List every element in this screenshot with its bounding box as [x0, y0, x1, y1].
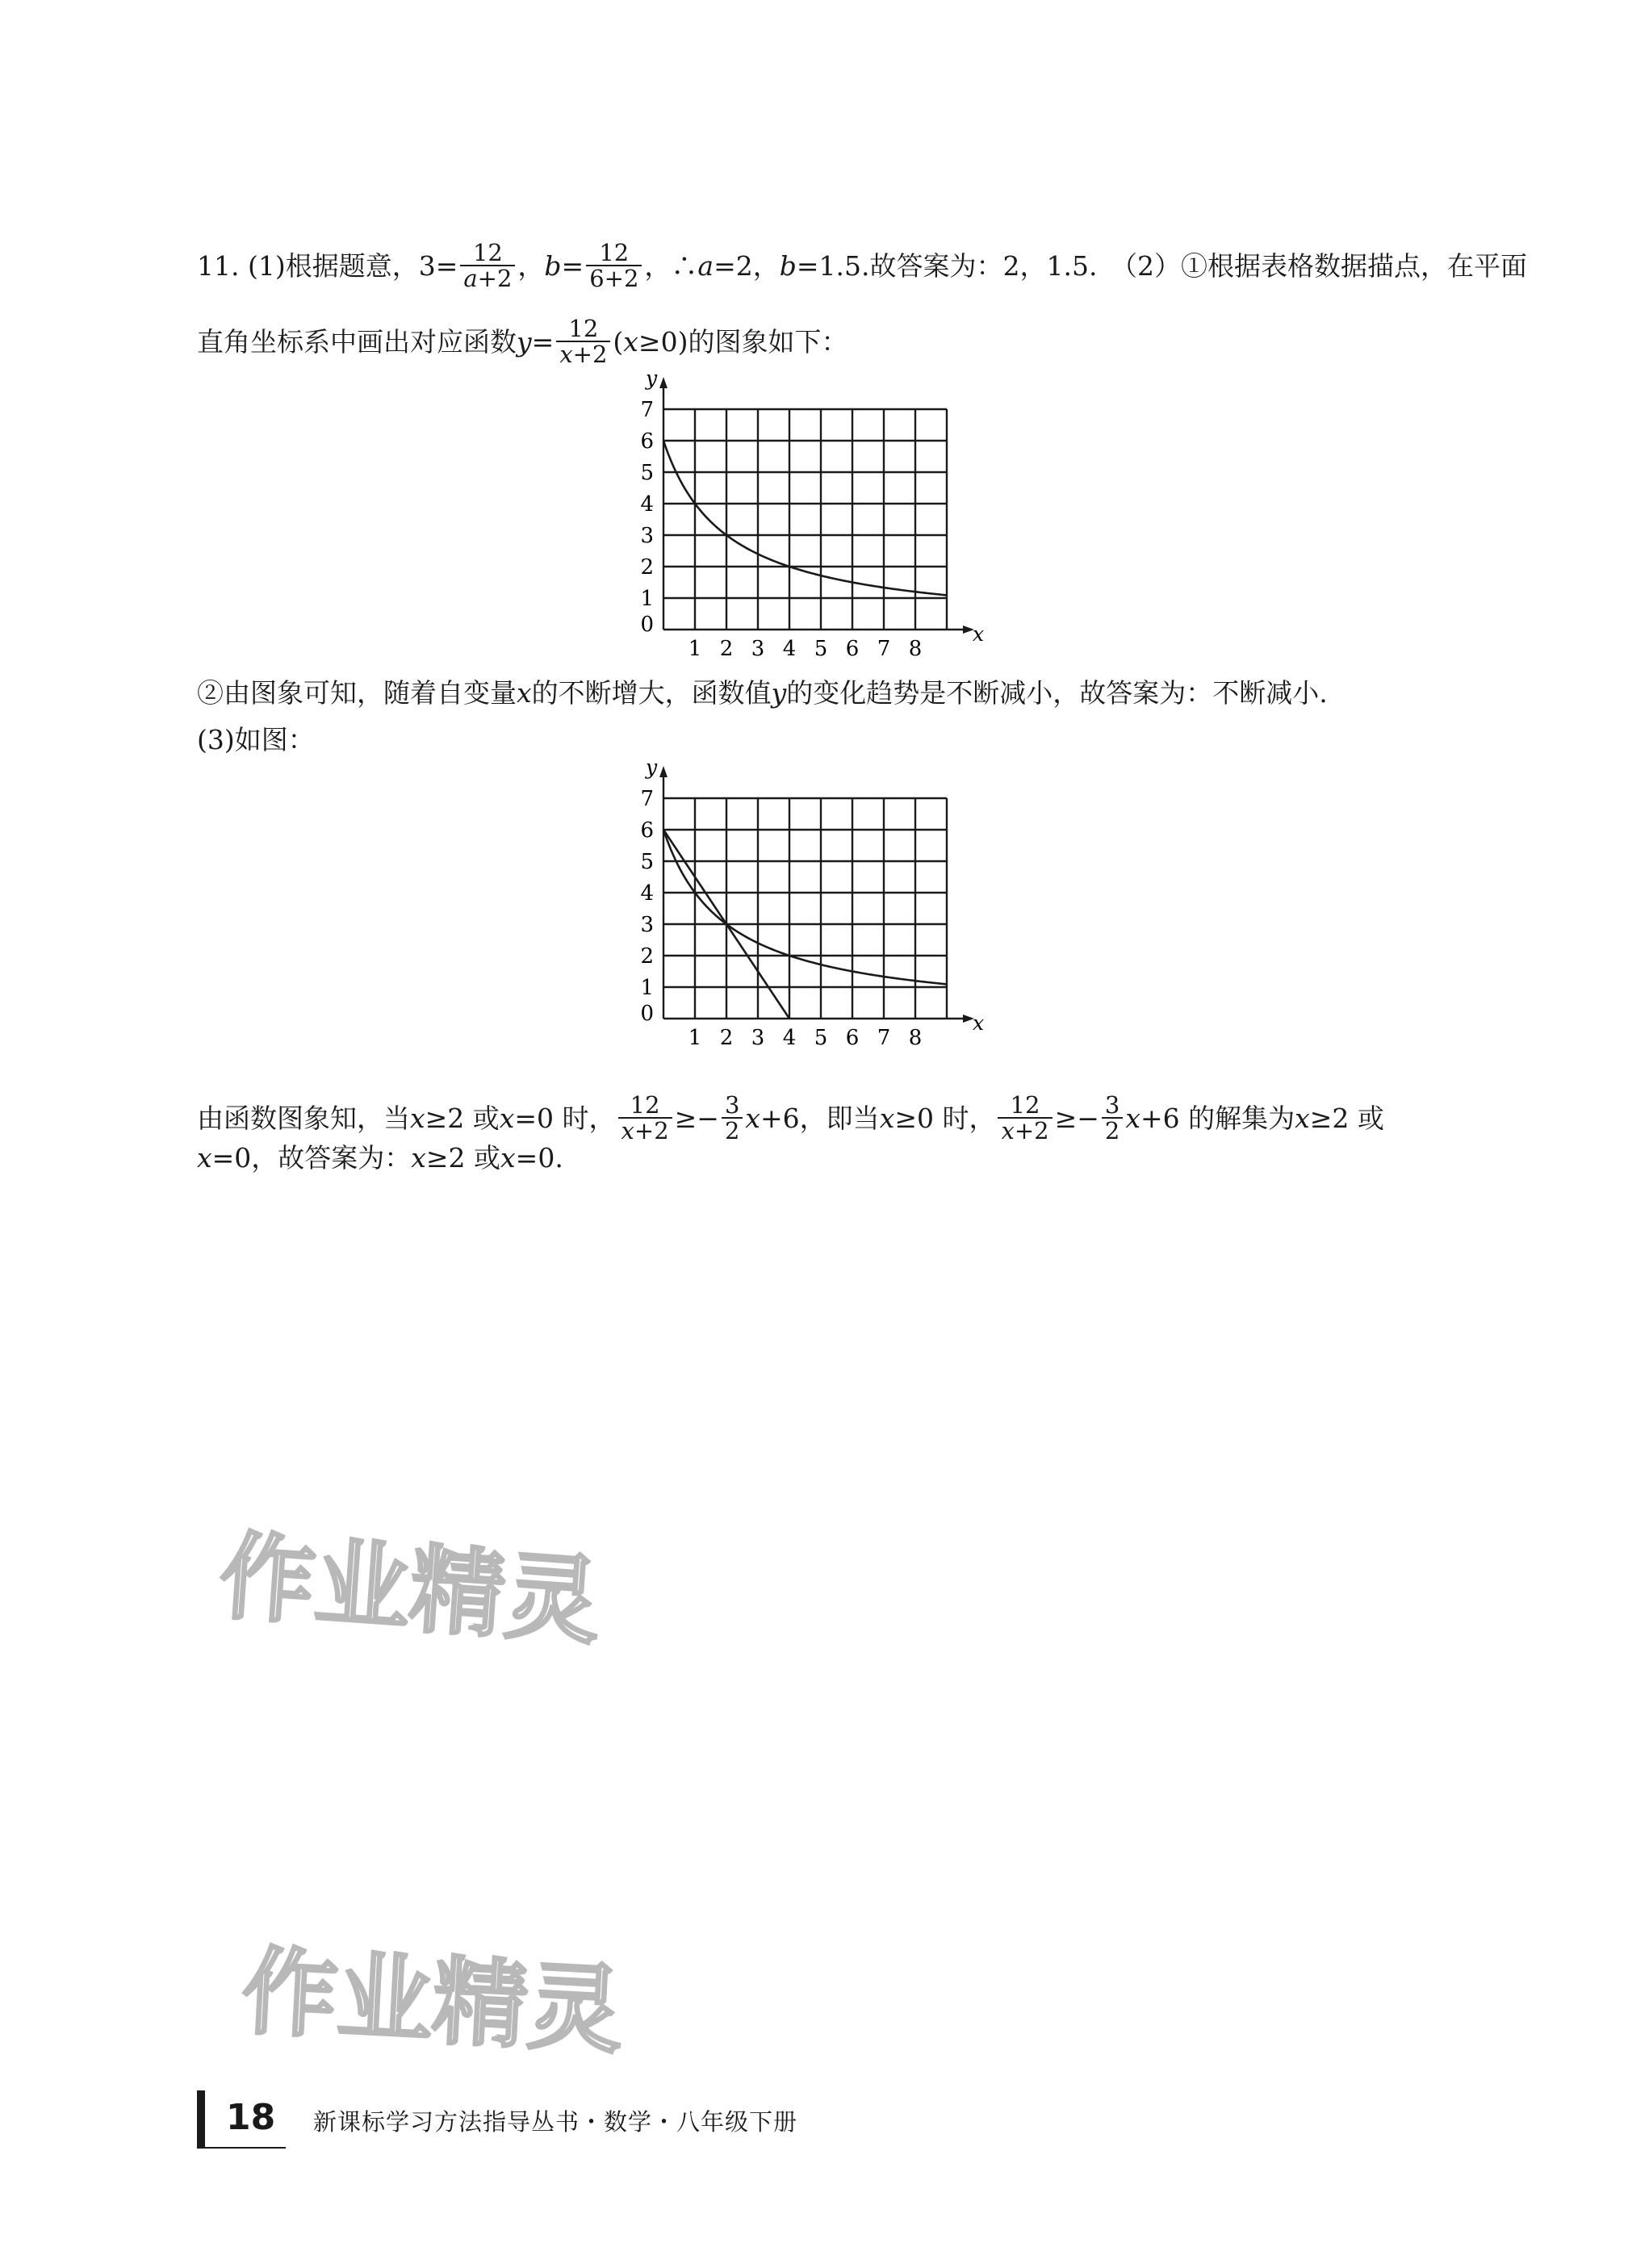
- y-tick-label: 5: [640, 850, 654, 874]
- var: x: [879, 1102, 895, 1134]
- y-tick-label: 0: [640, 613, 654, 637]
- var: x: [499, 1102, 515, 1134]
- y-axis-arrow: [659, 766, 668, 777]
- text: 的不断增大，函数值: [531, 677, 772, 709]
- x-tick-label: 3: [751, 1026, 765, 1050]
- text: =1.5.故答案为：2，1.5. （2）①根据表格数据描点，在平面: [796, 249, 1527, 282]
- var: x: [1295, 1102, 1310, 1134]
- function-graph-2: [621, 762, 985, 1064]
- var: x: [411, 1142, 426, 1174]
- x-tick-label: 2: [719, 637, 734, 661]
- graph-svg: [621, 762, 985, 1061]
- text: ≥−: [674, 1102, 719, 1134]
- var: x: [500, 1142, 516, 1174]
- text: 的变化趋势是不断减小，故答案为：不断减小.: [786, 677, 1328, 709]
- fraction-denominator: 2: [1102, 1117, 1123, 1143]
- y-tick-label: 7: [640, 398, 654, 422]
- text: 由函数图象知，当: [197, 1102, 410, 1134]
- y-tick-label: 3: [640, 913, 654, 937]
- text: +2: [1014, 1117, 1049, 1145]
- x-tick-label: 5: [814, 637, 828, 661]
- var: a: [697, 249, 714, 282]
- fraction: [460, 241, 515, 291]
- function-curve: [663, 830, 947, 984]
- y-tick-label: 1: [640, 976, 654, 1000]
- y-tick-label: 5: [640, 461, 654, 485]
- x-tick-label: 2: [719, 1026, 734, 1050]
- var: x: [517, 677, 532, 709]
- text: =0，故答案为：: [211, 1142, 412, 1174]
- text: 11. (1)根据题意，3=: [197, 249, 458, 282]
- x-tick-label: 8: [908, 1026, 923, 1050]
- text: =0 时，: [514, 1102, 616, 1134]
- var: b: [779, 249, 797, 282]
- solution-line-6: [197, 1142, 563, 1174]
- var: b: [544, 249, 562, 282]
- fraction-numerator: 12: [630, 1091, 660, 1119]
- text: =0.: [515, 1142, 563, 1174]
- text: +6 的解集为: [1140, 1102, 1295, 1134]
- text: ≥0)的图象如下：: [638, 325, 848, 358]
- footer-bar: [197, 2090, 205, 2149]
- y-tick-label: 4: [640, 881, 654, 906]
- var: y: [771, 677, 787, 709]
- var: a: [463, 265, 478, 293]
- y-tick-label: 4: [640, 492, 654, 517]
- text: +2: [477, 265, 513, 293]
- text: ≥2 或: [425, 1142, 501, 1174]
- x-axis-label: x: [973, 1011, 985, 1035]
- book-title: 新课标学习方法指导丛书・数学・八年级下册: [313, 2108, 798, 2136]
- x-tick-label: 7: [877, 1026, 891, 1050]
- x-tick-label: 1: [688, 637, 702, 661]
- text: =: [561, 249, 584, 282]
- fraction: [722, 1093, 743, 1144]
- y-axis-label: y: [646, 762, 658, 779]
- x-tick-label: 1: [688, 1026, 702, 1050]
- text: ，∴: [644, 249, 698, 282]
- watermark-1: [208, 1518, 667, 1663]
- text: +6，即当: [760, 1102, 880, 1134]
- page-number: 18: [226, 2097, 276, 2138]
- text: ≥0 时，: [894, 1102, 996, 1134]
- solution-line-3: [197, 677, 1328, 709]
- text: =: [531, 325, 555, 358]
- fraction: [618, 1093, 672, 1144]
- x-axis-label: x: [973, 622, 985, 646]
- text: ≥−: [1054, 1102, 1099, 1134]
- fraction-numerator: 12: [472, 239, 503, 266]
- fraction-denominator: 2: [722, 1117, 743, 1143]
- solution-line-2: [197, 316, 847, 367]
- y-tick-label: 6: [640, 429, 654, 454]
- watermark-text: 作业精灵: [216, 1520, 605, 1658]
- watermark-2: [232, 1933, 689, 2069]
- fraction-denominator: 6+2: [586, 265, 642, 291]
- fraction: [1102, 1093, 1123, 1144]
- x-tick-label: 6: [845, 637, 860, 661]
- solution-line-4: [197, 726, 315, 753]
- var: x: [623, 325, 638, 358]
- fraction-numerator: 12: [1010, 1091, 1040, 1119]
- var: x: [1125, 1102, 1140, 1134]
- x-tick-label: 8: [908, 637, 923, 661]
- fraction-numerator: 12: [568, 315, 599, 342]
- text: =2，: [714, 249, 780, 282]
- var: x: [621, 1117, 634, 1145]
- y-axis-arrow: [659, 377, 668, 388]
- fraction-denominator: [460, 265, 515, 291]
- text: ②由图象可知，随着自变量: [197, 677, 517, 709]
- y-tick-label: 1: [640, 587, 654, 611]
- var: x: [197, 1142, 212, 1174]
- watermark-graphic: [232, 1933, 689, 2069]
- solution-line-5: [197, 1093, 1384, 1144]
- y-tick-label: 2: [640, 555, 654, 580]
- text: ≥2 或: [1309, 1102, 1384, 1134]
- var: x: [1001, 1117, 1015, 1145]
- graph-svg: [621, 373, 985, 672]
- fraction-numerator: 12: [599, 239, 630, 266]
- function-graph-1: [621, 373, 985, 675]
- y-tick-label: 7: [640, 787, 654, 811]
- y-tick-label: 6: [640, 818, 654, 843]
- y-tick-label: 3: [640, 524, 654, 548]
- x-tick-label: 3: [751, 637, 765, 661]
- x-tick-label: 5: [814, 1026, 828, 1050]
- function-curve: [663, 441, 947, 595]
- fraction-numerator: 3: [724, 1091, 740, 1119]
- var: x: [745, 1102, 761, 1134]
- fraction-denominator: [998, 1117, 1052, 1143]
- var: x: [410, 1102, 425, 1134]
- text: +2: [634, 1117, 669, 1145]
- fraction: [556, 316, 610, 367]
- fraction-denominator: [618, 1117, 672, 1143]
- x-tick-label: 7: [877, 637, 891, 661]
- y-axis-label: y: [646, 373, 658, 390]
- var: y: [517, 325, 532, 358]
- solution-line-1: [197, 241, 1527, 291]
- var: x: [559, 341, 573, 369]
- watermark-text: 作业精灵: [239, 1935, 626, 2067]
- watermark-graphic: [208, 1518, 667, 1663]
- text: +2: [572, 341, 608, 369]
- fraction: [586, 241, 642, 291]
- y-tick-label: 0: [640, 1002, 654, 1026]
- y-tick-label: 2: [640, 944, 654, 969]
- text: (3)如图：: [197, 724, 315, 755]
- text: ≥2 或: [425, 1102, 500, 1134]
- fraction-numerator: 3: [1104, 1091, 1120, 1119]
- x-tick-label: 4: [782, 1026, 797, 1050]
- fraction: [998, 1093, 1052, 1144]
- text: ，: [517, 249, 545, 282]
- x-tick-label: 6: [845, 1026, 860, 1050]
- text: (: [613, 325, 624, 358]
- text: 直角坐标系中画出对应函数: [197, 325, 517, 358]
- fraction-denominator: [556, 341, 610, 369]
- x-tick-label: 4: [782, 637, 797, 661]
- footer-rule: [205, 2147, 286, 2149]
